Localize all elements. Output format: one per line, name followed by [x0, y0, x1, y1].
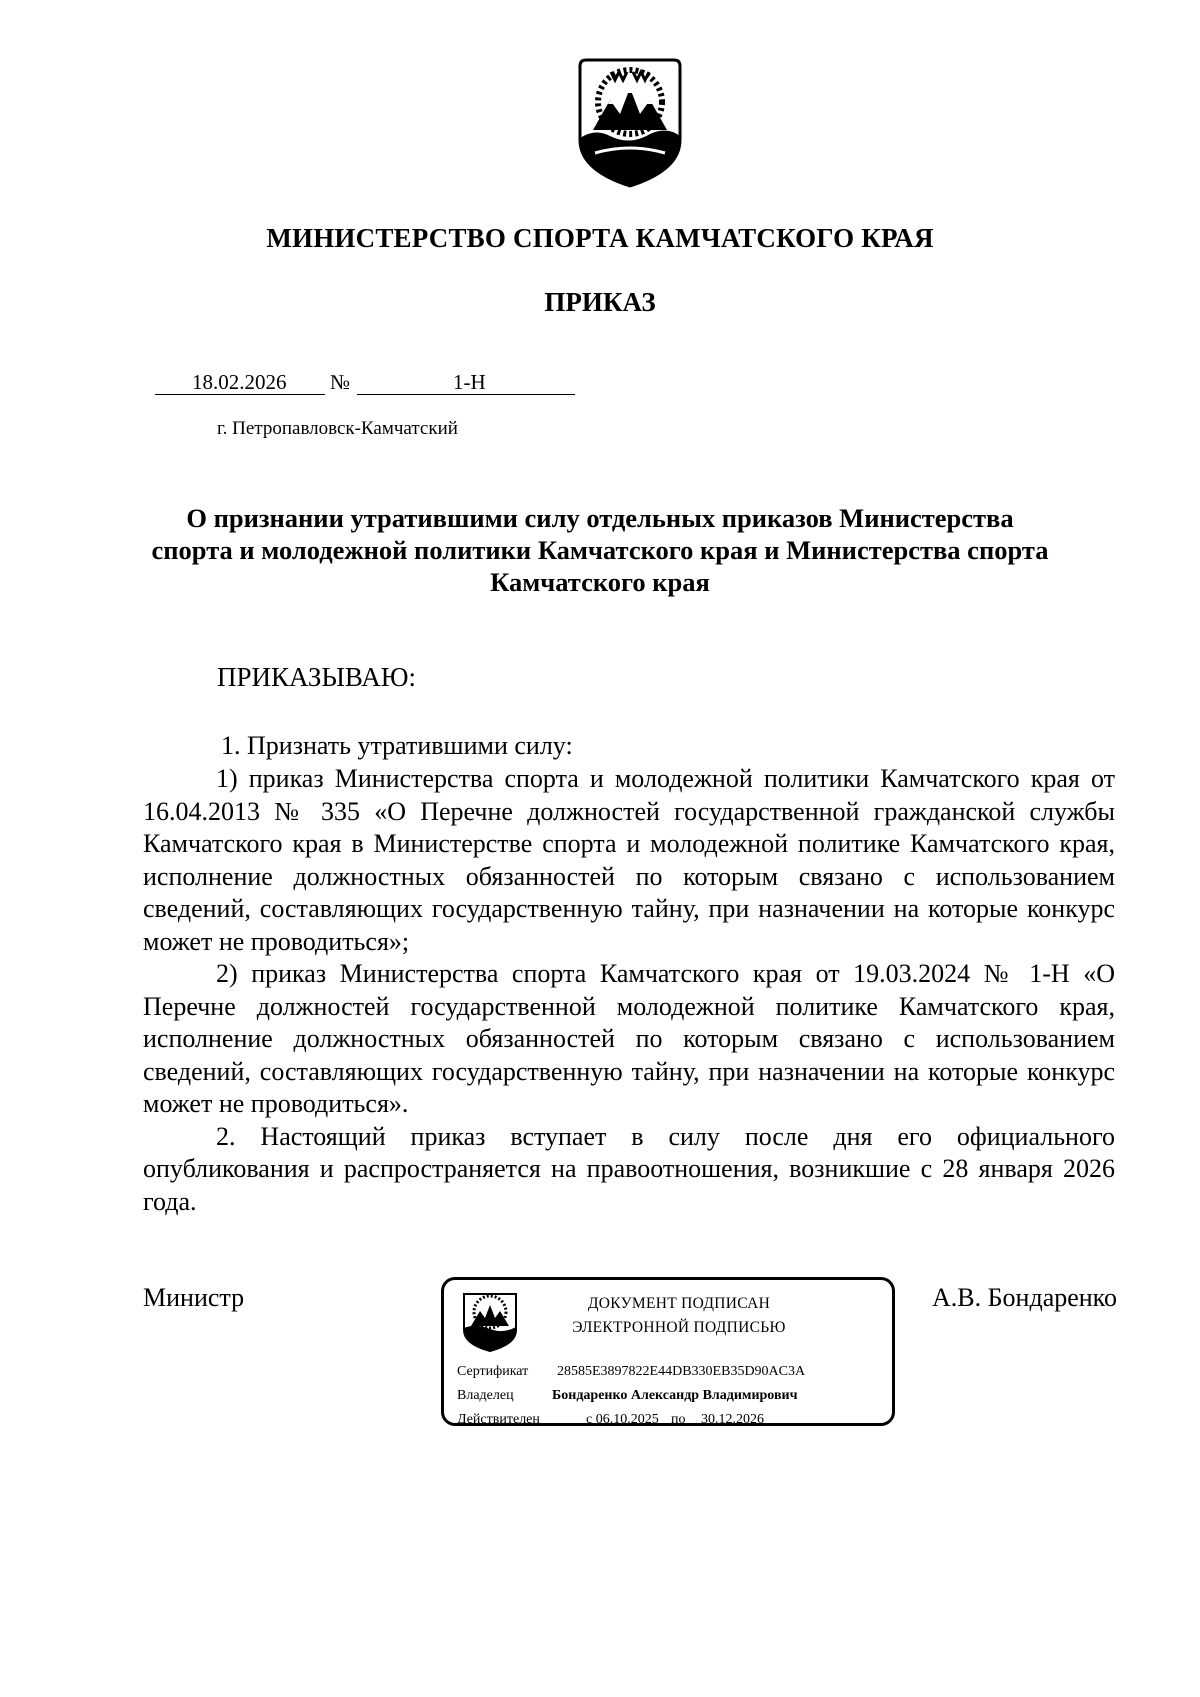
valid-to-prefix: по [671, 1412, 686, 1427]
coat-of-arms-icon [575, 58, 685, 188]
owner-value: Бондаренко Александр Владимирович [552, 1388, 798, 1403]
item-1: 1. Признать утратившими силу: [221, 731, 573, 760]
stamp-owner-row [457, 1388, 798, 1404]
signer-position: Министр [143, 1283, 245, 1312]
ministry-name: МИНИСТЕРСТВО СПОРТА КАМЧАТСКОГО КРАЯ [266, 223, 934, 253]
order-date: 18.02.2026 [192, 370, 287, 394]
electronic-signature-stamp [441, 1277, 895, 1426]
valid-label: Действителен [457, 1412, 540, 1427]
certificate-value: 28585E3897822E44DB330EB35D90AC3A [557, 1364, 806, 1379]
valid-from: с 06.10.2025 [586, 1412, 659, 1427]
order-title: О признании утратившими силу отдельных приказов Министерства спорта и молодежной политики Камчатского края и Министерства спорта Камчатского края [151, 503, 1049, 597]
city: г. Петропавловск-Камчатский [217, 418, 458, 439]
stamp-heading [554, 1292, 804, 1340]
directive: ПРИКАЗЫВАЮ: [217, 662, 416, 692]
stamp-line-1: ДОКУМЕНТ ПОДПИСАН [587, 1295, 771, 1312]
document-type: ПРИКАЗ [544, 287, 656, 317]
order-number: 1-Н [453, 370, 486, 394]
certificate-label: Сертификат [457, 1364, 529, 1379]
owner-label: Владелец [457, 1388, 514, 1403]
stamp-certificate-row [457, 1364, 806, 1380]
sub-item-1: 1) приказ Министерства спорта и молодежной политики Камчатского края от 16.04.2013 № 335 «О Перечне должностей государственной гражданской службы Камчатского края в Министерстве спорта и молодежной политике Камчатского края, исполнение должностных обязанностей по которым связано с использованием сведений, составляющих государственную тайну, при назначении на которые конкурс может не проводиться»; [143, 764, 1115, 956]
number-underline [357, 394, 575, 395]
stamp-coat-of-arms-icon [461, 1290, 519, 1352]
sub-item-2: 2) приказ Министерства спорта Камчатского края от 19.03.2024 № 1-Н «О Перечне должностей государственной молодежной политике Камчатского края, исполнение должностных обязанностей по которым связано с использованием сведений, составляющих государственную тайну, при назначении на которые конкурс может не проводиться». [143, 959, 1115, 1118]
order-body [143, 763, 1115, 1218]
valid-to: 30.12.2026 [701, 1412, 764, 1427]
stamp-line-2: ЭЛЕКТРОННОЙ ПОДПИСЬЮ [572, 1319, 786, 1336]
stamp-validity-row [457, 1412, 764, 1428]
date-underline [155, 394, 325, 395]
signer-name: А.В. Бондаренко [932, 1283, 1117, 1312]
number-sign: № [330, 370, 351, 394]
item-2: 2. Настоящий приказ вступает в силу после дня его официального опубликования и распространяется на правоотношения, возникшие с 28 января 2026 года. [143, 1121, 1115, 1216]
